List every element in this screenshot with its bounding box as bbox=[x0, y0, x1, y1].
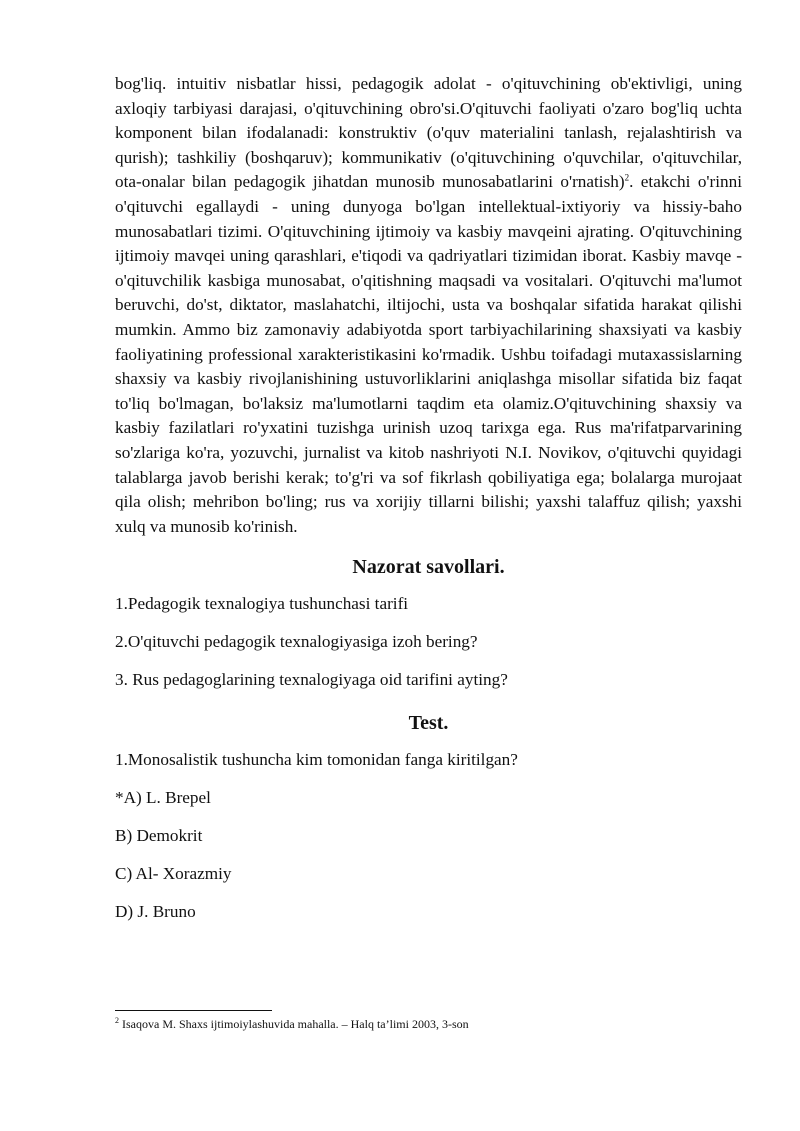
footnote-divider bbox=[115, 1010, 272, 1011]
footnote-reference[interactable]: 2 bbox=[624, 172, 630, 183]
footnote bbox=[115, 1016, 469, 1032]
footnote-number: 2 bbox=[115, 1016, 119, 1025]
footnote-text: Isaqova M. Shaxs ijtimoiylashuvida mahalla. – Halq ta’limi 2003, 3-son bbox=[119, 1017, 469, 1031]
body-paragraph-part1: bog'liq. intuitiv nisbatlar hissi, pedagogik adolat - o'qituvchining ob'ektivligi, uning axloqiy tarbiyasi darajasi, o'qituvchining obro'si.O'qituvchi faoliyati o'zaro bog'liq uchta komponent bilan ifodalanadi: konstruktiv (o'quv materialini tanlash, rejalashtirish va qurish); tashkiliy (boshqaruv); kommunikativ (o'qituvchining o'quvchilar, o'qituvchilar, ota-onalar bilan pedagogik jihatdan munosib munosabatlarini o'rnatish) bbox=[115, 74, 742, 192]
body-paragraph bbox=[115, 72, 742, 539]
test-option-a: *A) L. Brepel bbox=[115, 788, 211, 808]
control-questions-heading: Nazorat savollari. bbox=[352, 556, 505, 579]
page-content bbox=[115, 72, 742, 923]
control-question-item: 3. Rus pedagoglarining texnalogiyaga oid tarifini ayting? bbox=[115, 670, 508, 690]
test-question: 1.Monosalistik tushuncha kim tomonidan fanga kiritilgan? bbox=[115, 750, 518, 770]
control-questions-list bbox=[115, 593, 742, 691]
test-option-c: C) Al- Xorazmiy bbox=[115, 864, 232, 884]
test-option-b: B) Demokrit bbox=[115, 826, 203, 846]
control-question-item: 2.O'qituvchi pedagogik texnalogiyasiga izoh bering? bbox=[115, 632, 478, 652]
control-question-item: 1.Pedagogik texnalogiya tushunchasi tarifi bbox=[115, 594, 409, 614]
body-paragraph-part2: . etakchi o'rinni o'qituvchi egallaydi - uning dunyoga bo'lgan intellektual-ixtiyoriy va hissiy-baho munosabatlari tizimi. O'qituvchining ijtimoiy va kasbiy mavqeini ajrating. O'qituvchining ijtimoiy mavqei uning qarashlari, e'tiqodi va qadriyatlari tizimidan iborat. Kasbiy mavqe - o'qituvchilik kasbiga munosabat, o'qitishning maqsadi va vositalari. O'qituvchi ma'lumot beruvchi, do'st, diktator, maslahatchi, iltijochi, usta va boshqalar sifatida harakat qilishi mumkin. Ammo biz zamonaviy adabiyotda sport tarbiyachilarining shaxsiyati va kasbiy faoliyatining professional xarakteristikasini ko'rmadik. Ushbu toifadagi mutaxassislarning shaxsiy va kasbiy rivojlanishining ustuvorliklarini aniqlashga misollar sifatida biz faqat to'liq bo'lmagan, bo'laksiz ma'lumotlarni taqdim eta olamiz.O'qituvchining shaxsiy va kasbiy fazilatlari ro'yxatini tuzishga urinish uzoq tarixga ega. Rus ma'rifatparvarining so'zlariga ko'ra, yozuvchi, jurnalist va kitob nashriyoti N.I. Novikov, o'qituvchi quyidagi talablarga javob berishi kerak; to'g'ri va sof fikrlash qobiliyatiga ega; bolalarga murojaat qila olish; mehribon bo'ling; rus va xorijiy tillarni bilishi; yaxshi talaffuz qilish; yaxshi xulq va munosib ko'rinish. bbox=[115, 172, 742, 536]
test-option-d: D) J. Bruno bbox=[115, 902, 196, 922]
test-block bbox=[115, 749, 742, 923]
test-heading: Test. bbox=[408, 712, 449, 735]
